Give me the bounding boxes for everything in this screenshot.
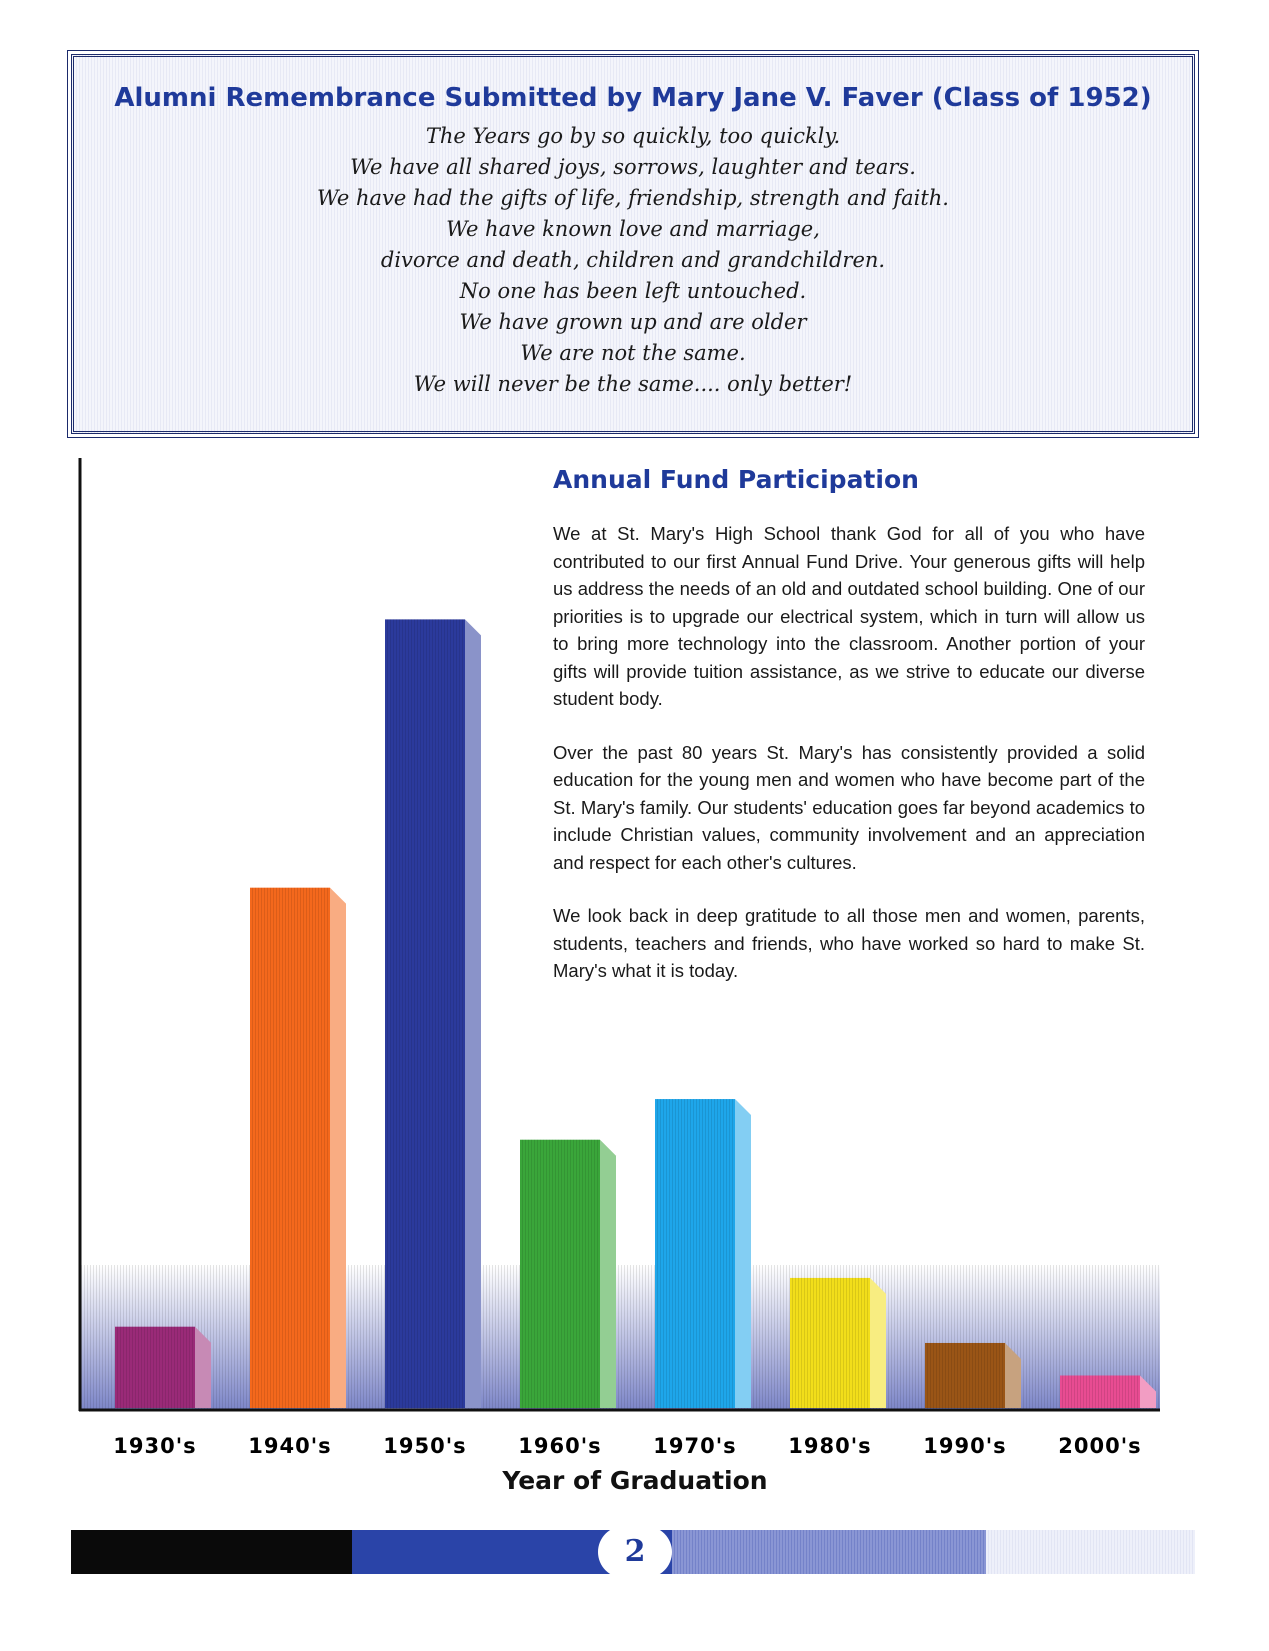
x-axis-title: Year of Graduation xyxy=(502,1466,768,1495)
x-tick-label: 1970's xyxy=(653,1434,737,1458)
poem-line: The Years go by so quickly, too quickly. xyxy=(425,124,841,148)
bar xyxy=(655,1099,735,1408)
poem-line: We have all shared joys, sorrows, laughter and tears. xyxy=(350,155,916,179)
bar xyxy=(115,1327,195,1408)
bar-texture xyxy=(655,1099,735,1408)
poem-line: No one has been left untouched. xyxy=(459,279,807,303)
chart-floor-texture xyxy=(80,1265,1160,1410)
article-paragraph: We look back in deep gratitude to all those men and women, parents, students, teachers and friends, who have worked so hard to make St. Mary's what it is today. xyxy=(553,905,1145,981)
footer-segment-mid xyxy=(672,1530,986,1574)
bar xyxy=(385,619,465,1408)
bar-side xyxy=(870,1278,886,1408)
bar-side xyxy=(330,888,346,1408)
bar-side xyxy=(195,1327,211,1408)
poem-line: We are not the same. xyxy=(520,341,746,365)
bar-texture xyxy=(250,888,330,1408)
bar-texture xyxy=(790,1278,870,1408)
x-tick-label: 1990's xyxy=(923,1434,1007,1458)
poem-lines xyxy=(74,121,1192,400)
bar xyxy=(250,888,330,1408)
article-heading: Annual Fund Participation xyxy=(553,465,919,494)
bar-texture xyxy=(115,1327,195,1408)
x-tick-label: 1930's xyxy=(113,1434,197,1458)
article xyxy=(553,465,1145,1011)
x-tick-label: 1940's xyxy=(248,1434,332,1458)
bar-texture xyxy=(520,1140,600,1408)
poem-line: We will never be the same.... only better! xyxy=(413,372,853,396)
poem-line: We have had the gifts of life, friendship, strength and faith. xyxy=(317,186,949,210)
bar xyxy=(520,1140,600,1408)
bar xyxy=(1060,1375,1140,1408)
footer-segment-light xyxy=(986,1530,1195,1574)
poem-line: We have grown up and are older xyxy=(459,310,807,334)
bar-side xyxy=(465,619,481,1408)
bar xyxy=(790,1278,870,1408)
bar-texture xyxy=(385,619,465,1408)
x-tick-label: 1980's xyxy=(788,1434,872,1458)
bar-side xyxy=(735,1099,751,1408)
x-tick-label: 1960's xyxy=(518,1434,602,1458)
bar-texture xyxy=(1060,1375,1140,1408)
x-tick-label: 1950's xyxy=(383,1434,467,1458)
poem-line: We have known love and marriage, xyxy=(446,217,820,241)
bar-side xyxy=(1140,1375,1156,1408)
x-tick-label: 2000's xyxy=(1058,1434,1142,1458)
page-number: 2 xyxy=(598,1526,672,1578)
chart-floor-gradient xyxy=(80,1265,1160,1410)
footer-bar xyxy=(71,1530,1195,1574)
article-paragraph: Over the past 80 years St. Mary's has consistently provided a solid education for the young men and women who have become part of the St. Mary's family. Our students' education goes far beyond academics to include Christian values, community involvement and an appreciation and respect for each other's cultures. xyxy=(553,741,1145,873)
bar xyxy=(925,1343,1005,1408)
bar-texture xyxy=(925,1343,1005,1408)
footer-segment-black xyxy=(71,1530,352,1574)
article-paragraph: We at St. Mary's High School thank God for all of you who have contributed to our first Annual Fund Drive. Your generous gifts will help us address the needs of an old and outdated school building. One of our priorities is to upgrade our electrical system, which in turn will allow us to bring more technology into the classroom. Another portion of your gifts will provide tuition assistance, as we strive to educate our diverse student body. xyxy=(553,523,1145,709)
poem-box xyxy=(71,54,1195,434)
bar-side xyxy=(1005,1343,1021,1408)
poem-line: divorce and death, children and grandchildren. xyxy=(380,248,886,272)
poem-title: Alumni Remembrance Submitted by Mary Jane V. Faver (Class of 1952) xyxy=(114,83,1152,113)
bar-side xyxy=(600,1140,616,1408)
